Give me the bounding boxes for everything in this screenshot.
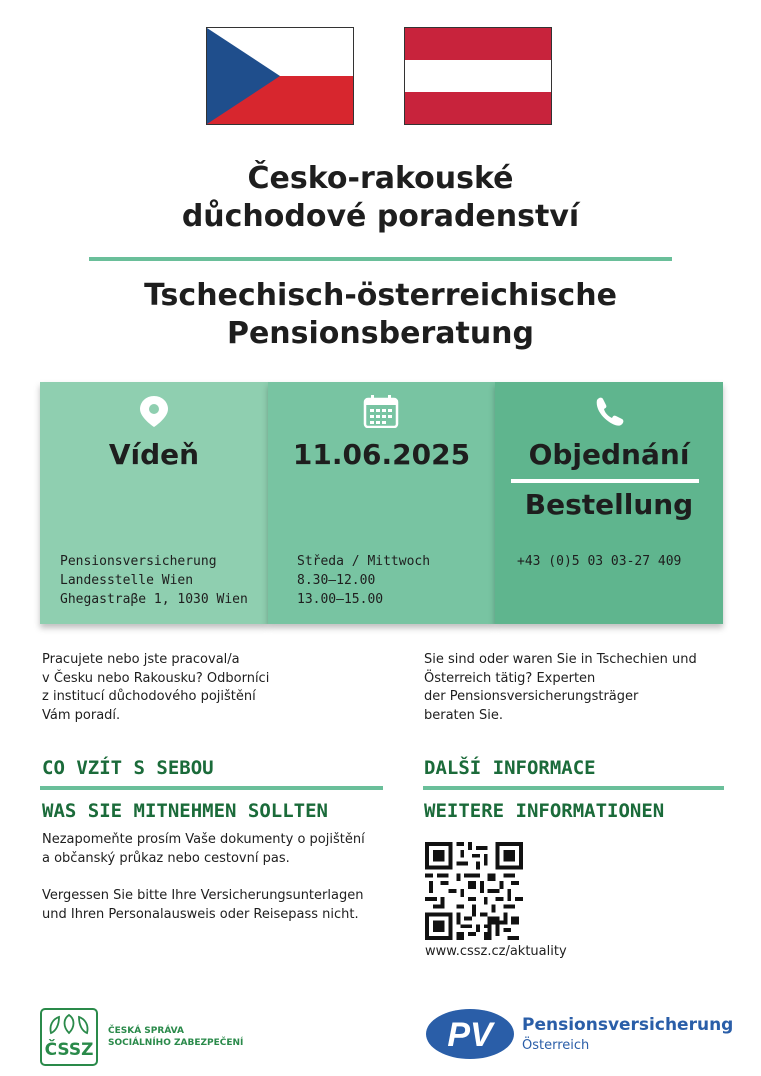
pv-country: Österreich xyxy=(522,1038,590,1053)
qr-code[interactable] xyxy=(425,842,523,940)
intro-line: Österreich tätig? Experten xyxy=(424,670,596,686)
cssz-name xyxy=(108,1025,243,1049)
bring-text-german xyxy=(42,887,363,924)
leaves-icon xyxy=(45,1013,93,1037)
booking-phone[interactable] xyxy=(517,552,681,571)
austrian-flag xyxy=(404,27,552,125)
cssz-name-line1: ČESKÁ SPRÁVA xyxy=(108,1026,184,1036)
title-german-line1: Tschechisch-österreichische xyxy=(144,278,617,313)
czech-flag xyxy=(206,27,354,125)
city-name: Vídeň xyxy=(108,438,200,471)
booking-panel xyxy=(495,382,723,624)
location-pin-icon xyxy=(40,394,268,428)
intro-czech xyxy=(42,651,269,725)
phone-icon xyxy=(495,394,723,428)
pv-logo xyxy=(425,1008,515,1060)
address-line: Landesstelle Wien xyxy=(60,573,194,588)
intro-line: v Česku nebo Rakousku? Odborníci xyxy=(42,670,270,686)
intro-line: Pracujete nebo jste pracoval/a xyxy=(42,652,240,667)
event-date: 11.06.2025 xyxy=(292,438,471,471)
bring-line: Nezapomeňte prosím Vaše dokumenty o pojištění xyxy=(42,832,365,847)
phone-number[interactable]: +43 (0)5 03 03-27 409 xyxy=(517,554,682,569)
bring-line: a občanský průkaz nebo cestovní pas. xyxy=(42,850,290,866)
bring-heading-czech: CO VZÍT S SEBOU xyxy=(42,757,214,779)
booking-label-german: Bestellung xyxy=(524,488,694,521)
bring-line: Vergessen Sie bitte Ihre Versicherungsunterlagen xyxy=(42,888,364,903)
intro-line: beraten Sie. xyxy=(424,707,504,723)
title-divider xyxy=(89,257,672,261)
info-divider xyxy=(423,786,724,790)
booking-divider xyxy=(511,479,699,483)
info-heading-german: WEITERE INFORMATIONEN xyxy=(424,800,665,822)
date-panel xyxy=(268,382,495,624)
intro-line: Sie sind oder waren Sie in Tschechien und xyxy=(424,652,697,667)
intro-line: z institucí důchodového pojištění xyxy=(42,689,256,704)
time-slot: 13.00–15.00 xyxy=(297,592,384,607)
pv-name: Pensionsversicherung xyxy=(522,1015,734,1035)
cssz-name-line2: SOCIÁLNÍHO ZABEZPEČENÍ xyxy=(108,1038,244,1048)
cssz-logo xyxy=(40,1008,98,1066)
title-german xyxy=(0,277,761,353)
time-slot: 8.30–12.00 xyxy=(297,573,376,588)
bring-line: und Ihren Personalausweis oder Reisepass nicht. xyxy=(42,906,359,922)
address-line: Ghegastraβe 1, 1030 Wien xyxy=(60,592,248,607)
weekday-label: Středa / Mittwoch xyxy=(297,554,431,569)
booking-label-czech: Objednání xyxy=(528,438,690,471)
info-url[interactable]: www.cssz.cz/aktuality xyxy=(425,944,567,959)
location-address xyxy=(60,552,248,609)
bring-text-czech xyxy=(42,831,365,868)
intro-line: der Pensionsversicherungsträger xyxy=(424,689,639,704)
title-german-line2: Pensionsberatung xyxy=(226,316,535,351)
bring-divider xyxy=(40,786,383,790)
intro-line: Vám poradí. xyxy=(42,707,121,723)
title-czech xyxy=(0,160,761,236)
bring-heading-german: WAS SIE MITNEHMEN SOLLTEN xyxy=(42,800,328,822)
location-panel xyxy=(40,382,268,624)
calendar-icon xyxy=(268,394,495,428)
intro-german xyxy=(424,651,697,725)
info-heading-czech: DALŠÍ INFORMACE xyxy=(424,757,596,779)
event-times xyxy=(297,552,430,609)
title-czech-line1: Česko-rakouské xyxy=(247,161,514,196)
title-czech-line2: důchodové poradenství xyxy=(181,199,580,234)
pv-letters: PV xyxy=(447,1016,493,1054)
address-line: Pensionsversicherung xyxy=(60,554,217,569)
cssz-letters: ČSSZ xyxy=(44,1040,94,1060)
